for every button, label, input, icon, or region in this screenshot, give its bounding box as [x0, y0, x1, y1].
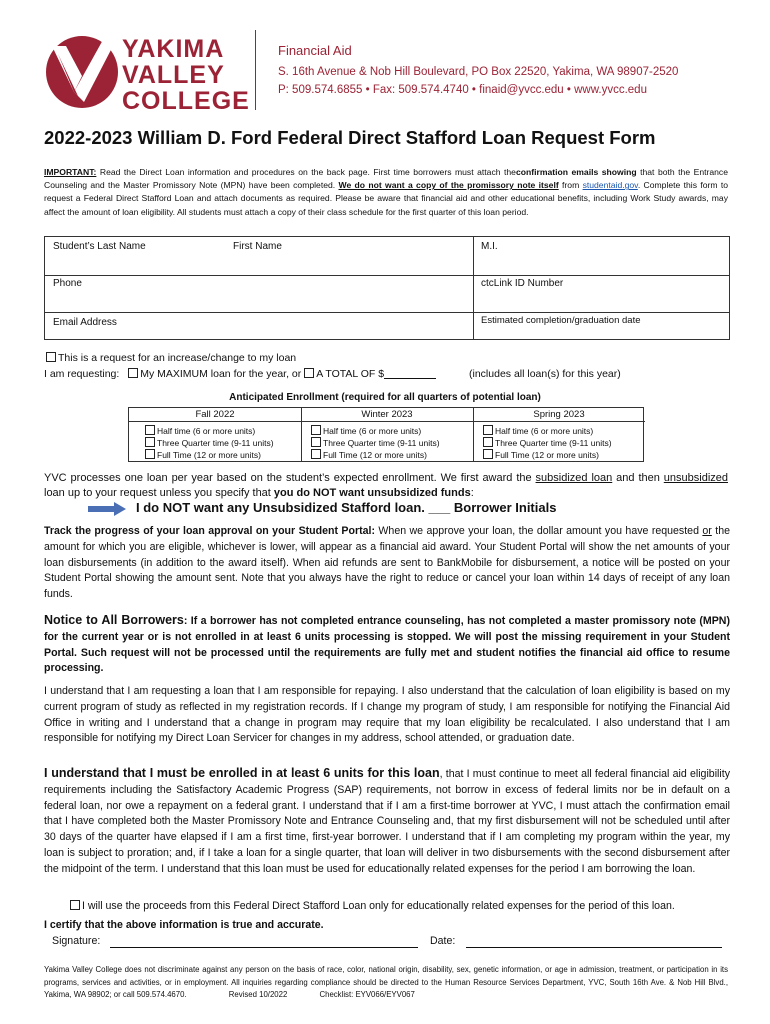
logo-line: YAKIMA — [122, 35, 225, 63]
track-progress-paragraph: Track the progress of your loan approval on your Student Portal: When we approve your loan, the dollar amount you have requested or the amount for which you are eligible, whichever is lower, will appear as a financial aid award. Your Student Portal will show the net amounts of your loan disbursements (in addition to the award itself). When aid refunds are sent to BankMobile for disbursement, a notice will be posted on your Student Portal showing the amount sent. Note that you always have the right to reduce or cancel your loan within 14 days of receipt of any loan funds. — [44, 525, 730, 601]
certify-statement: I certify that the above information is true and accurate. — [44, 919, 324, 931]
logo-line: COLLEGE — [122, 87, 250, 115]
office-contact: P: 509.574.6855 • Fax: 509.574.4740 • finaid@yvcc.edu • www.yvcc.edu — [278, 84, 647, 96]
enrollment-title: Anticipated Enrollment (required for all quarters of potential loan) — [229, 392, 541, 403]
max-loan-label: My MAXIMUM loan for the year, or — [140, 368, 302, 380]
last-name-field[interactable]: Student’s Last Name — [53, 241, 146, 252]
use-proceeds-row — [70, 900, 675, 912]
enrollment-option[interactable]: Half time (6 or more units) — [311, 425, 421, 436]
total-loan-checkbox[interactable] — [304, 368, 314, 378]
checkbox-icon[interactable] — [311, 437, 321, 447]
checkbox-icon[interactable] — [145, 425, 155, 435]
intro-bold-underline: We do not want a copy of the promissory note itself — [338, 180, 559, 191]
use-proceeds-checkbox[interactable] — [70, 900, 80, 910]
checkbox-icon[interactable] — [311, 449, 321, 459]
studentaid-link[interactable]: studentaid.gov — [582, 180, 638, 191]
enrollment-option[interactable]: Three Quarter time (9-11 units) — [311, 437, 440, 448]
email-field[interactable]: Email Address — [53, 317, 117, 328]
row-divider — [45, 312, 729, 313]
student-info-table — [44, 236, 730, 340]
enrollment-table — [128, 407, 644, 462]
college-logo-icon — [44, 32, 120, 110]
quarter-column — [129, 408, 301, 461]
checkbox-icon[interactable] — [483, 449, 493, 459]
quarter-column — [301, 408, 473, 461]
subsidized-term: subsidized loan — [535, 472, 613, 484]
intro-text: Read the Direct Loan information and procedures on the back page. First time borrowers must attach the — [99, 167, 516, 177]
intro-text: . Complete this form to request a Federal Direct Stafford Loan and attach documents as required. Please be aware that financial aid and other educational benefits, including Work Study awards, may affect the amount of loan eligibility. All students must attach a copy of their class schedule for the first quarter of this loan period. — [44, 180, 729, 217]
enrollment-option[interactable]: Half time (6 or more units) — [483, 425, 593, 436]
increase-label: This is a request for an increase/change to my loan — [58, 352, 297, 364]
quarter-column — [473, 408, 645, 461]
date-label: Date: — [430, 935, 456, 947]
checkbox-icon[interactable] — [145, 437, 155, 447]
enrollment-option[interactable]: Half time (6 or more units) — [145, 425, 255, 436]
intro-paragraph — [44, 166, 728, 219]
use-proceeds-label: I will use the proceeds from this Federal Direct Stafford Loan only for educationally related expenses for the period of this loan. — [82, 900, 675, 912]
signature-field[interactable] — [110, 947, 418, 948]
important-label: IMPORTANT: — [44, 167, 97, 177]
quarter-header: Fall 2022 — [129, 408, 301, 422]
header-divider — [255, 30, 256, 110]
enrollment-option[interactable]: Three Quarter time (9-11 units) — [145, 437, 274, 448]
yvc-processing-paragraph: YVC processes one loan per year based on the student’s expected enrollment. We first award the subsidized loan and then unsubsidized loan up to your request unless you specify that you do NOT want unsubsidized funds: — [44, 472, 728, 499]
enrollment-option[interactable]: Full Time (12 or more units) — [145, 449, 261, 460]
notice-heading: Notice to All Borrowers — [44, 613, 184, 627]
requesting-row — [44, 368, 621, 380]
requesting-label: I am requesting: — [44, 368, 120, 380]
nondiscrimination-footer — [44, 964, 728, 1002]
intro-text: from — [562, 180, 580, 191]
office-address: S. 16th Avenue & Nob Hill Boulevard, PO Box 22520, Yakima, WA 98907-2520 — [278, 66, 679, 78]
total-loan-label: A TOTAL OF $ — [316, 368, 385, 380]
revised-date: Revised 10/2022 — [228, 990, 288, 999]
understand-repay-paragraph: I understand that I am requesting a loan that I am responsible for repaying. I also understand that the calculation of loan eligibility is based on my current program of study as reflected in my registration records. If I change my program of study, I am responsible for notifying the Financial Aid Office in writing and I understand that a change in program may require that my loan eligibility be recalculated. I also understand that I am responsible for notifying my Direct Loan Servicer for changes in my address, school attended, or graduation date. — [44, 685, 730, 745]
checkbox-icon[interactable] — [483, 437, 493, 447]
checkbox-icon[interactable] — [311, 425, 321, 435]
checkbox-icon[interactable] — [483, 425, 493, 435]
includes-note: (includes all loan(s) for this year) — [469, 368, 621, 380]
row-divider — [45, 275, 729, 276]
arrow-right-icon — [88, 502, 126, 516]
date-field[interactable] — [466, 947, 722, 948]
enrollment-option[interactable]: Three Quarter time (9-11 units) — [483, 437, 612, 448]
notice-paragraph: Notice to All Borrowers: If a borrower has not completed entrance counseling, has not completed a master promissory note (MPN) for the current year or is not enrolled in at least 6 units processing is stopped. We will post the missing requirement in your Student Portal. Such request will not be processed until the requirements are fully met and student notifies the financial aid office to resume processing. — [44, 613, 730, 675]
no-unsubsidized-row — [136, 500, 556, 515]
intro-bold: confirmation emails showing — [515, 167, 637, 177]
total-amount-field[interactable] — [384, 368, 436, 379]
col-divider — [473, 237, 474, 339]
enrollment-option[interactable]: Full Time (12 or more units) — [483, 449, 599, 460]
logo-wordmark — [122, 36, 250, 114]
checklist-code: Checklist: EYV066/EYV067 — [319, 990, 415, 999]
borrower-initials-label: Borrower Initials — [453, 500, 557, 515]
intro-text: that both the Entrance Counseling and the Master Promissory Note (MPN) have been completed. — [44, 167, 728, 191]
footer-text: Yakima Valley College does not discriminate against any person on the basis of race, color, national origin, disability, sex, genetic information, or age in admission, treatment, or participation in its programs, services and activities, or in employment. All inquiries regarding compliance should be directed to the Human Resource Services Department, YVC, South 16th Ave. & Nob Hill Blvd., Yakima, WA 98902; or call 509.574.4670. — [44, 965, 728, 999]
form-title: 2022-2023 William D. Ford Federal Direct Stafford Loan Request Form — [44, 127, 656, 148]
checkbox-icon[interactable] — [145, 449, 155, 459]
completion-date-field[interactable]: Estimated completion/graduation date — [481, 315, 641, 326]
ctclink-field[interactable]: ctcLink ID Number — [481, 278, 564, 289]
understand-enrolled-paragraph: I understand that I must be enrolled in at least 6 units for this loan, that I must continue to meet all federal financial aid eligibility requirements including the Satisfactory Academic Progress (SAP) requirements, not borrow in excess of federal limits nor be in default on a federal loan, nor owe a repayment on a federal grant. I understand that if I am a first-time borrower at YVC, I must attach the confirmation email that I have completed both the Master Promissory Note and Entrance Counseling and, that my first disbursement will not be scheduled until after 30 days of the quarter have elapsed if I am a first time, first-year borrower. I understand that if I am completing my program within the year, my loan is subject to proration; and, if I take a loan for a single quarter, that loan will deliver in two disbursements with the second disbursement after the midpoint of the term. I understand that this loan must be used for educationally related expenses for the period I am borrowing the loan. — [44, 766, 730, 875]
department-name: Financial Aid — [278, 43, 352, 58]
increase-request-row — [46, 352, 296, 364]
quarter-header: Winter 2023 — [301, 408, 473, 422]
signature-label: Signature: — [52, 935, 101, 947]
enrollment-option[interactable]: Full Time (12 or more units) — [311, 449, 427, 460]
phone-field[interactable]: Phone — [53, 278, 82, 289]
increase-checkbox[interactable] — [46, 352, 56, 362]
first-name-field[interactable]: First Name — [233, 241, 282, 252]
max-loan-checkbox[interactable] — [128, 368, 138, 378]
initials-field[interactable]: ___ — [428, 500, 451, 515]
logo-line: VALLEY — [122, 61, 225, 89]
unsubsidized-term: unsubsidized — [663, 472, 728, 484]
quarter-header: Spring 2023 — [473, 408, 645, 422]
no-unsubsidized-label: I do NOT want any Unsubsidized Stafford loan. — [136, 500, 425, 515]
mi-field[interactable]: M.I. — [481, 241, 498, 252]
